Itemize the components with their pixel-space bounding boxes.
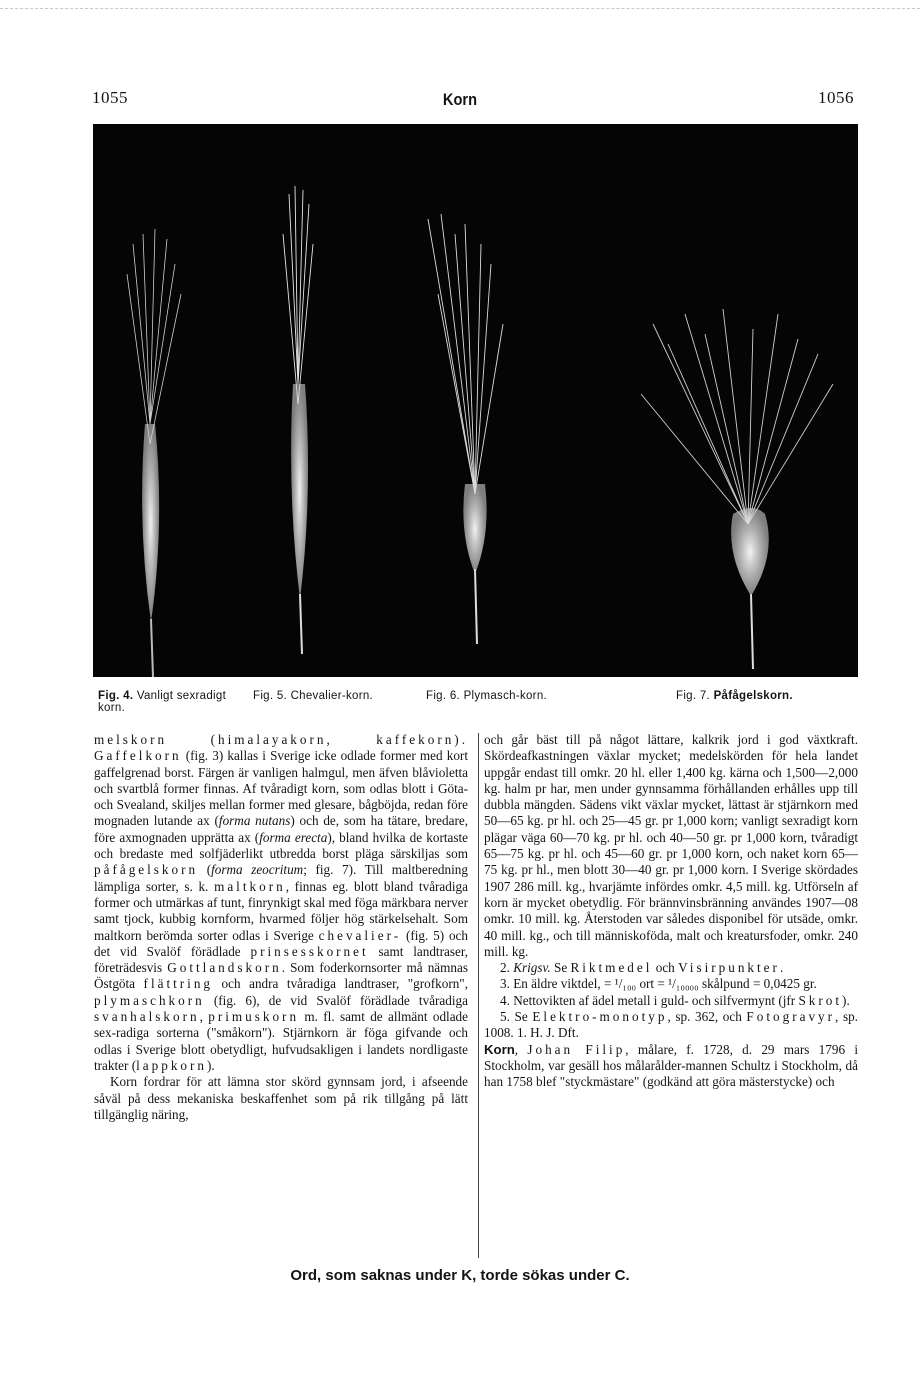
page-number-right: 1056	[818, 88, 854, 107]
caption-fig5-text: Chevalier-korn.	[290, 690, 374, 702]
text-run: Korn	[484, 1041, 515, 1057]
text-run: prinsesskornet	[250, 943, 369, 959]
text-run: Riktmedel	[570, 960, 653, 976]
text-run: forma zeocritum	[211, 862, 304, 878]
text-run: Gottlandskorn	[167, 960, 282, 976]
text-run: (fig. 5) och det vid Svalöf förädlade	[94, 927, 468, 959]
text-run: Se	[550, 960, 571, 976]
caption-fig5	[253, 690, 403, 702]
barley-ear-fig5	[283, 186, 313, 654]
top-rule	[0, 8, 920, 9]
text-run: forma erecta	[259, 829, 328, 845]
text-run: ) och de, som ha tätare, bredare, före axmognaden upprätta ax (	[94, 813, 468, 845]
caption-fig7-label: Fig. 7.	[676, 690, 711, 702]
barley-ear-fig6	[428, 214, 503, 644]
barley-photo-plate	[93, 124, 858, 677]
text-run: lappkorn	[136, 1057, 207, 1073]
caption-fig4-label: Fig. 4.	[98, 690, 134, 702]
text-run: primuskorn	[208, 1009, 300, 1025]
caption-fig4	[98, 690, 248, 714]
text-run: Gaffelkorn	[94, 748, 182, 764]
text-run: , målare, f. 1728, d. 29 mars 1796 i Stockholm, var gesäll hos målarålder-mannen Schultz i Stockholm, då han 1758 blef "styckmästare" (godkänd att göra mästerstycke) och	[484, 1041, 858, 1090]
text-run: maltkorn	[214, 878, 286, 894]
right-paragraph-6	[484, 1042, 858, 1091]
left-paragraph-2: Korn fordrar för att lämna stor skörd gynnsam jord, i afseende såväl på dess mekaniska beskaffenhet som på rik tillgång på lätt tillgänglig näring,	[94, 1074, 468, 1122]
text-run: m. fl. samt de allmänt odlade sex-radiga sorterna ("småkorn"). Stjärnkorn är föga gifvande och odlas i Sverige blott obetydligt, hufvudsakligen i landets nordligaste trakter (	[94, 1009, 468, 1073]
text-run: , finnas eg. blott bland tvåradiga former och utmärkas af tunt, finrynkigt skal med föga märkbara nerver samt tjock, kubbig kornform, hvarmed följer hög stärkelsehalt. Som maltkorn berömda sorter odlas i Sverige	[94, 878, 468, 943]
text-run: Fotogravyr	[746, 1009, 836, 1025]
text-run: flättring	[143, 976, 214, 992]
text-run: 4. Nettovikten af ädel metall i guld- och silfvermynt (jfr	[500, 992, 799, 1008]
text-run: melskorn (himalayakorn, kaffekorn).	[94, 732, 468, 747]
caption-fig7-text: Påfågelskorn.	[713, 690, 793, 702]
text-run: Krigsv.	[513, 960, 551, 976]
footer-note: Ord, som saknas under K, torde sökas under C.	[290, 1267, 630, 1284]
barley-ear-fig4	[127, 229, 181, 677]
running-headword: Korn	[442, 90, 478, 109]
text-run: Skrot	[798, 992, 843, 1008]
text-run: 3. En äldre viktdel, = ¹/₁₀₀ ort = ¹/₁₀₀₀₀ skålpund = 0,0425 gr.	[500, 976, 817, 992]
caption-fig6-label: Fig. 6.	[426, 690, 461, 702]
right-paragraph-3	[484, 976, 858, 992]
text-run: ), bland hvilka de kortaste och bredaste med solfjäderlikt utbredda borst pläga särskiljas som	[94, 829, 468, 862]
text-run: påfågelskorn	[94, 862, 199, 878]
text-run: Visirpunkter	[678, 960, 780, 976]
text-run: , sp. 362, och	[667, 1009, 747, 1025]
text-run: plymaschkorn	[94, 992, 205, 1008]
left-paragraph-1	[94, 732, 468, 1074]
text-run: 5. Se	[500, 1009, 533, 1025]
text-run: svanhalskorn	[94, 1009, 200, 1025]
text-run: ).	[842, 992, 850, 1008]
text-run: . Som foderkornsorter må nämnas Östgöta	[94, 960, 468, 992]
caption-fig4-text: Vanligt sexradigt korn.	[98, 690, 227, 714]
text-run: forma nutans	[218, 813, 291, 829]
text-run: Elektro-monotyp	[532, 1009, 668, 1025]
right-paragraph-5	[484, 1009, 858, 1042]
column-divider	[478, 733, 479, 1258]
text-run: ,	[514, 1041, 528, 1057]
text-run: (fig. 6), de vid Svalöf förädlade tvåradiga	[204, 992, 468, 1008]
text-run: Johan Filip	[527, 1041, 626, 1057]
text-run: (	[198, 862, 212, 878]
page-number-left: 1055	[92, 88, 128, 107]
caption-fig7	[676, 690, 876, 702]
text-run: ,	[199, 1009, 209, 1025]
text-run: .	[779, 960, 784, 976]
caption-fig6	[426, 690, 596, 702]
right-paragraph-1: och går bäst till på något lättare, kalkrik jord i god växtkraft. Skördeafkastningen växlar mycket; medelskörden för hela landet uppgår endast till omkr. 20 hl. eller 1,400 kg. kärna och 1,500—2,000 kg. halm pr har, men under gynnsamma förhållanden erhålles upp till dubbla mängden. Sädens vikt växlar mycket, lättast är stjärnkorn med 50—65 kg. pr hl. och 25—45 gr. pr 1,000 korn; vanligt sexradigt korn plägar väga 60—70 kg. pr hl. och 40—50 gr. pr 1,000 korn, tvåradigt 65—75 kg. pr hl. och 45—60 gr. pr 1,000 korn, och naket korn 65—75 kg. pr hl., men blott 30—40 gr. pr 1,000 korn. I Sverige skördades 1907 286 mill. kg., hvarjämte infördes omkr. 4,5 mill. kg. Utförseln af korn är mycket obetydlig. För brännvinsbränning användes 1907—08 omkr. 10 mill. kg. Återstoden var således disponibel för utsäde, omkr. 40 mill. kg., och till människoföda, malt och kreatursfoder, omkr. 240 mill. kg.	[484, 732, 858, 959]
text-run: och andra tvåradiga landtraser, "grofkorn",	[213, 976, 468, 992]
right-paragraph-4	[484, 993, 858, 1009]
text-run: ).	[207, 1057, 215, 1073]
text-run: (fig. 3) kallas i Sverige icke odlade former med kort gaffelgrenad borst. Färgen är vanligen halmgul, men äfven blåvioletta och svartblå former finnas. Af tvåradigt korn, som odlas blott i Göta- och Svealand, skiljes mellan former med glesare, bågböjda, redan före mognaden lutande ax (	[94, 748, 468, 829]
barley-ears-illustration	[93, 124, 858, 677]
text-run: samt landtraser, företrädesvis	[94, 943, 468, 976]
caption-fig6-text: Plymasch-korn.	[463, 690, 548, 702]
text-run: ; fig. 7). Till maltberedning lämpliga sorter, s. k.	[94, 862, 468, 894]
right-paragraph-2	[484, 960, 858, 976]
text-column-right	[484, 732, 858, 1260]
text-run: och	[652, 960, 679, 976]
caption-fig5-label: Fig. 5.	[253, 690, 288, 702]
barley-ear-fig7	[641, 309, 833, 669]
text-run: chevalier-	[318, 927, 402, 943]
text-column-left	[94, 732, 468, 1260]
text-run: , sp. 1008. 1. H. J. Dft.	[484, 1009, 858, 1041]
text-run: 2.	[500, 960, 514, 976]
